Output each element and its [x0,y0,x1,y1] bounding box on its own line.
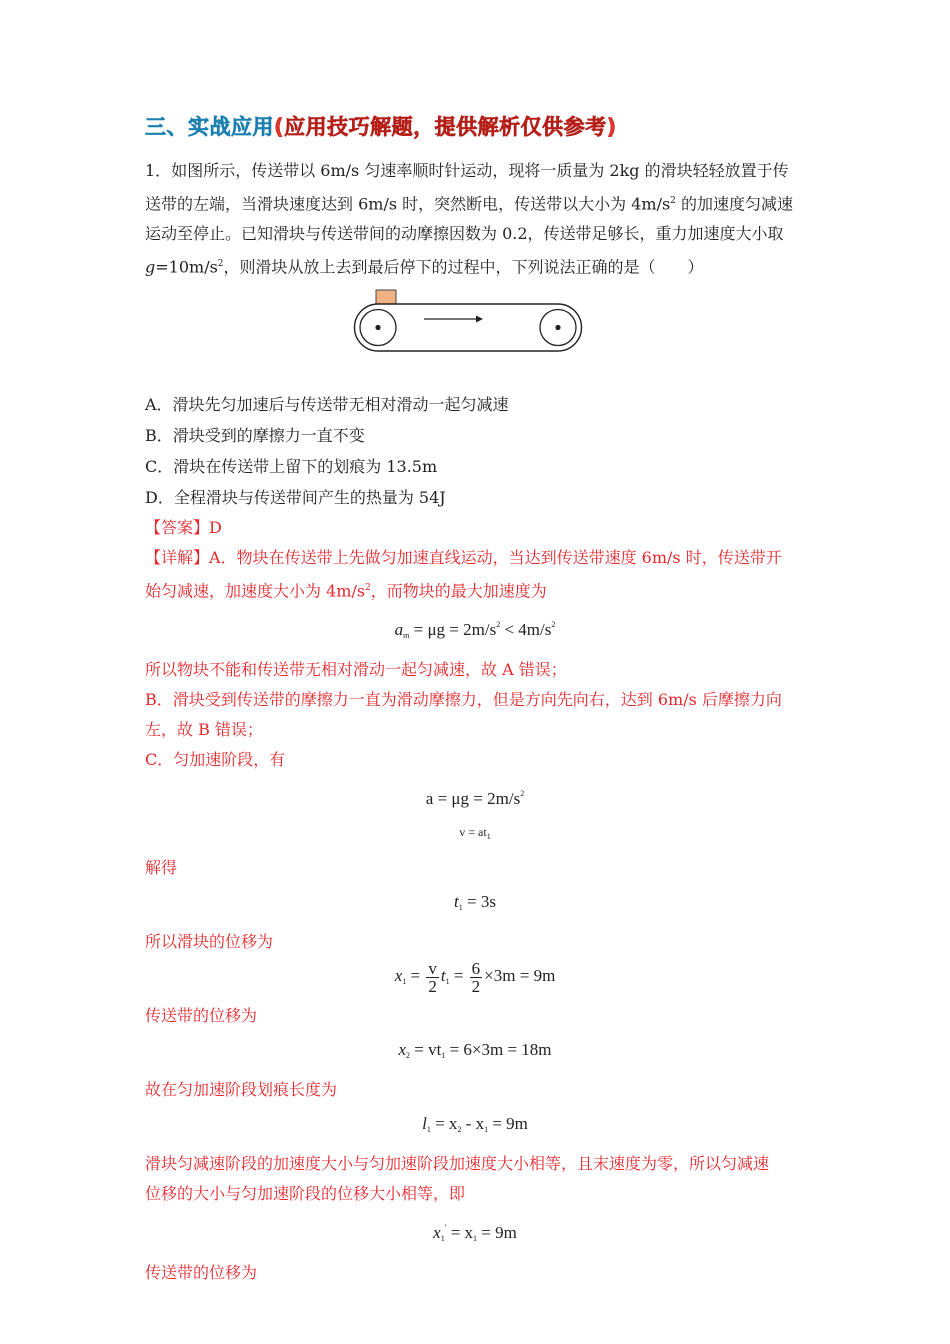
formula-max-acceleration: $a_m = \mu g = 2m/s^2 < 4m/s^2$ [394,619,556,640]
explanation-a-line2: 始匀减速，加速度大小为 $4m/s^2$，而物块的最大加速度为 [145,580,547,600]
right-pulley-axle [555,325,560,330]
question-number: 1． [145,161,172,180]
formula-time: $t_1 = 3s$ [454,891,496,912]
explanation-tag: 【详解】 [145,547,210,567]
section-heading-title: 三、实战应用 [145,115,274,139]
formula-decel-displacement: $x_1' = x_1 = 9m$ [433,1222,517,1243]
formula-scratch-length: $l_1 = x_2 - x_1 = 9m$ [422,1113,528,1134]
explanation-scratch-length: 故在匀加速阶段划痕长度为 [145,1079,338,1099]
question-stem-line1: 1．如图所示，传送带以 6m/s 匀速率顺时针运动，现将一质量为 2kg 的滑块轻轻放置于传 [145,161,789,180]
fraction-6-over-2: $\frac{6}{2}$ [471,958,481,996]
conveyor-belt-figure [145,287,805,383]
explanation-slider-displacement: 所以滑块的位移为 [145,931,274,951]
answer-tag: 【答案】 [145,517,210,537]
belt-left-curve [355,304,379,351]
explanation-belt-displacement-2: 传送带的位移为 [145,1262,258,1282]
belt-right-curve [558,304,582,351]
question-stem-line2: 送带的左端，当滑块速度达到 6m/s 时，突然断电，传送带以大小为 $4m/s^2$ 的加速度匀减速 [145,194,793,214]
explanation-b-line2: 左，故 B 错误； [145,719,263,739]
explanation-decel-line1: 滑块匀减速阶段的加速度大小与匀加速阶段加速度大小相等，且末速度为零，所以匀减速 [145,1153,770,1173]
explanation-belt-displacement: 传送带的位移为 [145,1005,258,1025]
explanation-solve: 解得 [145,857,178,877]
explanation-c-intro: C．匀加速阶段，有 [145,749,286,769]
conveyor-belt-diagram [352,287,584,357]
answer-line [145,513,805,543]
option-d: D．全程滑块与传送带间产生的热量为 54J [145,487,446,507]
fraction-v-over-2: $\frac{v}{2}$ [428,958,437,996]
option-a: A．滑块先匀加速后与传送带无相对滑动一起匀减速 [145,394,509,414]
option-b: B．滑块受到的摩擦力一直不变 [145,425,365,445]
formula-acceleration: $a = \mu g = 2m/s^2$ [425,788,525,808]
left-pulley-axle [375,325,380,330]
section-heading [145,112,805,142]
section-heading-subtitle: (应用技巧解题，提供解析仅供参考) [274,115,617,139]
explanation-decel-line2: 位移的大小与匀加速阶段的位移大小相等，即 [145,1183,466,1203]
motion-arrow-head [476,315,483,322]
answer-value: D [209,517,222,537]
formula-slider-displacement: $x_1$ = $\frac{v}{2}$ $t_1$ = $\frac{6}{2}$ ×3m = 9m [394,958,556,996]
formula-velocity: $v = at_1$ [459,824,491,841]
document-page [145,112,805,1288]
slider-block [376,290,396,304]
formula-belt-displacement: $x_2 = vt_1 = 6\times 3m = 18m$ [398,1039,552,1060]
explanation-a-line1: 【详解】A．物块在传送带上先做匀加速直线运动，当达到传送带速度 6m/s 时，传送带开 [145,547,782,567]
question-stem-line4: $g=10m/s^2$，则滑块从放上去到最后停下的过程中，下列说法正确的是（ ） [145,257,704,277]
question-stem-line3: 运动至停止。已知滑块与传送带间的动摩擦因数为 0.2，传送带足够长，重力加速度大小取 [145,224,784,244]
option-c: C．滑块在传送带上留下的划痕为 13.5m [145,456,438,476]
explanation-b-line1: B．滑块受到传送带的摩擦力一直为滑动摩擦力，但是方向先向右，达到 6m/s 后摩擦力向 [145,689,782,709]
explanation-a-conclusion: 所以物块不能和传送带无相对滑动一起匀减速，故 A 错误； [145,659,567,679]
